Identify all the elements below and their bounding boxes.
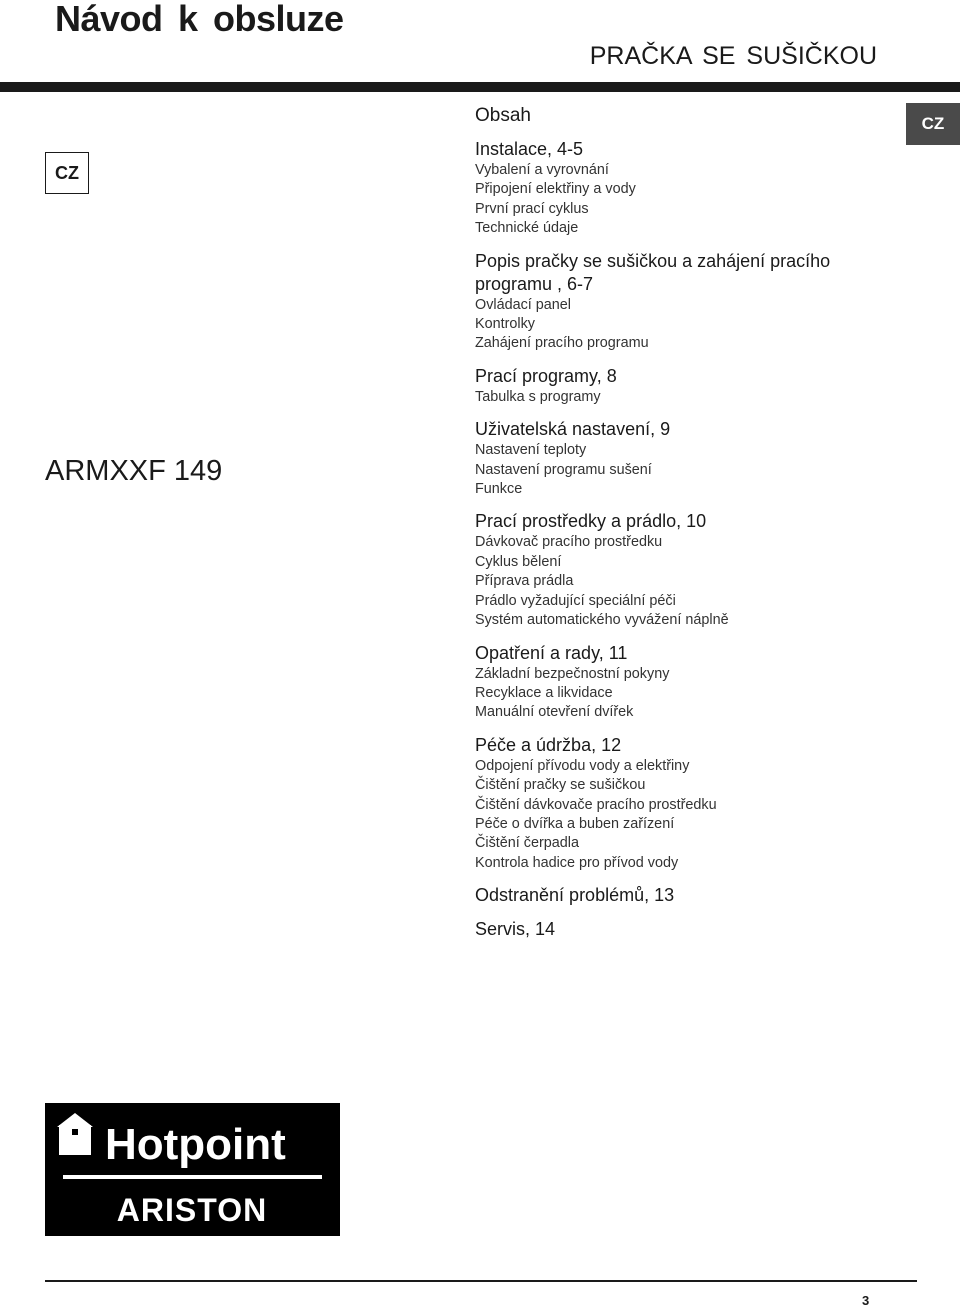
toc-item[interactable]: Technické údaje	[475, 220, 579, 237]
toc-item[interactable]: Nastavení programu sušení	[475, 461, 652, 478]
language-box: CZ	[45, 152, 89, 194]
toc-section-title[interactable]: Instalace, 4-5	[475, 139, 584, 159]
toc-item[interactable]: Nastavení teploty	[475, 442, 587, 459]
toc-section-title[interactable]: Popis pračky se sušičkou a zahájení pracího programu , 6-7	[475, 250, 831, 294]
toc-item[interactable]: První prací cyklus	[475, 200, 589, 217]
toc-item[interactable]: Čištění dávkovače pracího prostředku	[475, 796, 717, 813]
toc-item[interactable]: Péče o dvířka a buben zařízení	[475, 815, 675, 832]
toc-heading: Obsah	[475, 105, 531, 126]
toc-item[interactable]: Čištění pračky se sušičkou	[475, 777, 646, 794]
toc-section	[475, 365, 895, 407]
toc-section-title[interactable]: Prací programy, 8	[475, 365, 617, 386]
toc-item[interactable]: Odpojení přívodu vody a elektřiny	[475, 757, 690, 774]
page-number: 3	[862, 1293, 870, 1308]
logo-divider	[63, 1175, 322, 1179]
toc-item[interactable]: Příprava prádla	[475, 573, 574, 590]
toc-item[interactable]: Čištění čerpadla	[475, 835, 579, 852]
toc-item[interactable]: Funkce	[475, 481, 523, 498]
toc-item[interactable]: Základní bezpečnostní pokyny	[475, 665, 670, 682]
model-number: ARMXXF 149	[45, 455, 223, 487]
toc-section-title[interactable]: Odstranění problémů, 13	[475, 885, 675, 906]
toc-section-title[interactable]: Opatření a rady, 11	[475, 642, 628, 663]
table-of-contents	[475, 104, 895, 952]
toc-section	[475, 510, 895, 630]
toc-item[interactable]: Kontrolky	[475, 316, 535, 333]
toc-section	[475, 734, 895, 873]
toc-section-title[interactable]: Uživatelská nastavení, 9	[475, 419, 671, 440]
toc-item[interactable]: Manuální otevření dvířek	[475, 704, 634, 721]
toc-item[interactable]: Kontrola hadice pro přívod vody	[475, 854, 679, 871]
toc-item[interactable]: Tabulka s programy	[475, 388, 601, 405]
toc-section	[475, 918, 895, 941]
toc-section-title[interactable]: Servis, 14	[475, 919, 556, 940]
toc-section	[475, 250, 895, 354]
toc-item[interactable]: Zahájení pracího programu	[475, 335, 649, 352]
toc-section	[475, 138, 895, 239]
document-subtitle: PRAČKA SE SUŠIČKOU	[589, 42, 877, 70]
brand-logo	[45, 1103, 340, 1236]
toc-section	[475, 418, 895, 499]
toc-sections	[475, 138, 895, 941]
document-title: Návod k obsluze	[55, 0, 344, 39]
logo-brand: Hotpoint	[105, 1120, 286, 1169]
logo-sub: ARISTON	[116, 1192, 268, 1228]
toc-section-title[interactable]: Prací prostředky a prádlo, 10	[475, 511, 707, 532]
toc-section	[475, 642, 895, 723]
toc-item[interactable]: Recyklace a likvidace	[475, 684, 613, 701]
hotpoint-ariston-logo	[45, 1103, 340, 1236]
toc-item[interactable]: Dávkovač pracího prostředku	[475, 534, 663, 551]
toc-section-title[interactable]: Péče a údržba, 12	[475, 734, 622, 755]
toc-item[interactable]: Systém automatického vyvážení náplně	[475, 612, 729, 629]
header-divider	[0, 82, 960, 92]
toc-item[interactable]: Vybalení a vyrovnání	[475, 162, 609, 178]
toc-item[interactable]: Cyklus bělení	[475, 553, 562, 570]
toc-item[interactable]: Prádlo vyžadující speciální péči	[475, 592, 676, 609]
toc-item[interactable]: Ovládací panel	[475, 296, 571, 313]
language-tab: CZ	[906, 103, 960, 145]
toc-item[interactable]: Připojení elektřiny a vody	[475, 181, 636, 198]
footer-divider	[45, 1280, 917, 1282]
toc-section	[475, 884, 895, 907]
